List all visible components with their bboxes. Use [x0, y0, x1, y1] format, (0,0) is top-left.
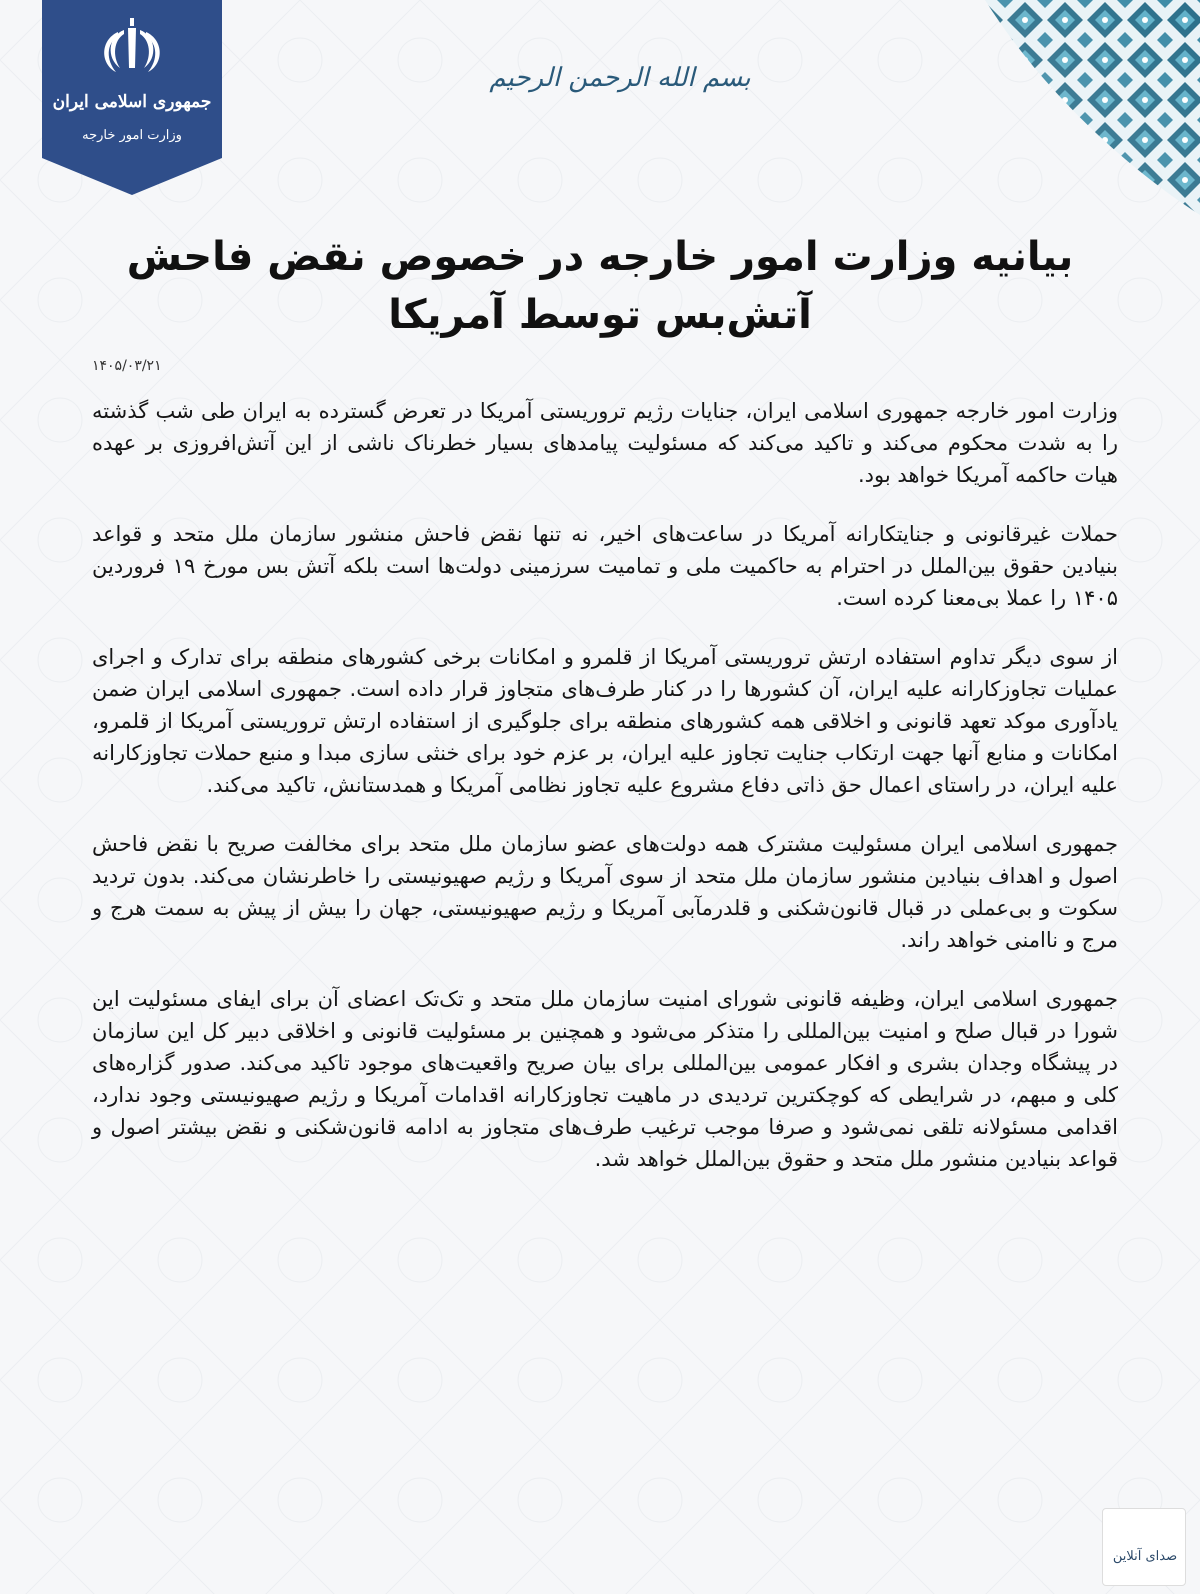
bismillah-calligraphy: بسم الله الرحمن الرحیم — [489, 63, 751, 93]
paragraph: جمهوری اسلامی ایران مسئولیت مشترک همه دولت‌های عضو سازمان ملل متحد برای مخالفت صریح با نقض فاحش اصول و اهداف بنیادین منشور سازمان ملل متحد از سوی آمریکا و رژیم صهیونیستی را خاطرنشان می‌کند. بدون تردید سکوت و بی‌عملی در قبال قانون‌شکنی و قلدرمآبی آمریکا و رژیم صهیونیستی، جهان را بیش از پیش به سمت هرج و مرج و ناامنی خواهد راند. — [92, 832, 1118, 952]
statement-date: ۱۴۰۵/۰۳/۲۱ — [92, 358, 162, 374]
corner-tile-ornament — [965, 0, 1200, 215]
statement-title: بیانیه وزارت امور خارجه در خصوص نقض فاحش آتش‌بس توسط آمریکا — [126, 234, 1074, 338]
emblem-title: جمهوری اسلامی ایران — [52, 92, 212, 112]
paragraph: وزارت امور خارجه جمهوری اسلامی ایران، جنایات رژیم تروریستی آمریکا در تعرض گسترده به ایران طی شب گذشته را به شدت محکوم می‌کند و تاکید می‌کند که مسئولیت پیامدهای بسیار خطرناک ناشی از این آتش‌افروزی بر عهده هیات حاکمه آمریکا خواهد بود. — [92, 399, 1118, 487]
watermark-text: صدای آنلاین — [1112, 1549, 1178, 1564]
paragraph: حملات غیرقانونی و جنایتکارانه آمریکا در ساعت‌های اخیر، نه تنها نقض فاحش منشور سازمان ملل متحد و قواعد بنیادین حقوق بین‌الملل در احترام به حاکمیت ملی و تمامیت سرزمینی دولت‌ها است بلکه آتش بس مورخ ۱۹ فروردین ۱۴۰۵ را عملا بی‌معنا کرده است. — [92, 522, 1119, 610]
paragraph: جمهوری اسلامی ایران، وظیفه قانونی شورای امنیت سازمان ملل متحد و تک‌تک اعضای آن برای ایفای مسئولیت این شورا در قبال صلح و امنیت بین‌المللی را متذکر می‌شود و همچنین بر مسئولیت قانونی و اخلاقی دبیر کل این سازمان در پیشگاه وجدان بشری و افکار عمومی بین‌المللی برای بیان صریح واقعیت‌های موجود تاکید می‌کند. صدور گزاره‌های کلی و مبهم، در شرایطی که کوچکترین تردیدی در ماهیت تجاوزکارانه اقدامات آمریکا و رژیم صهیونیستی وجود ندارد، اقدامی مسئولانه تلقی نمی‌شود و صرفا موجب ترغیب طرف‌های متجاوز به ادامه قانون‌شکنی و نقض بیشتر اصول و قواعد بنیادین منشور ملل متحد و حقوق بین‌الملل خواهد شد. — [92, 987, 1118, 1171]
watermark-logo — [1102, 1508, 1186, 1586]
emblem-subtitle: وزارت امور خارجه — [82, 128, 182, 143]
statement-body — [92, 395, 1118, 1202]
paragraph: از سوی دیگر تداوم استفاده ارتش تروریستی آمریکا از قلمرو و امکانات برخی کشورهای منطقه برای تدارک و اجرای عملیات تجاوزکارانه علیه ایران، آن کشورها را در کنار طرف‌های متجاوز قرار داده است. جمهوری اسلامی ایران ضمن یادآوری موکد تعهد قانونی و اخلاقی همه کشورهای منطقه برای جلوگیری از استفاده ارتش تروریستی آمریکا از قلمرو، امکانات و منابع آنها جهت ارتکاب جنایت تجاوز علیه ایران، بر عزم خود برای خنثی سازی مبدا و منبع حملات تجاوزکارانه علیه ایران، در راستای اعمال حق ذاتی دفاع مشروع علیه تجاوز نظامی آمریکا و همدستانش، تاکید می‌کند. — [92, 645, 1118, 797]
